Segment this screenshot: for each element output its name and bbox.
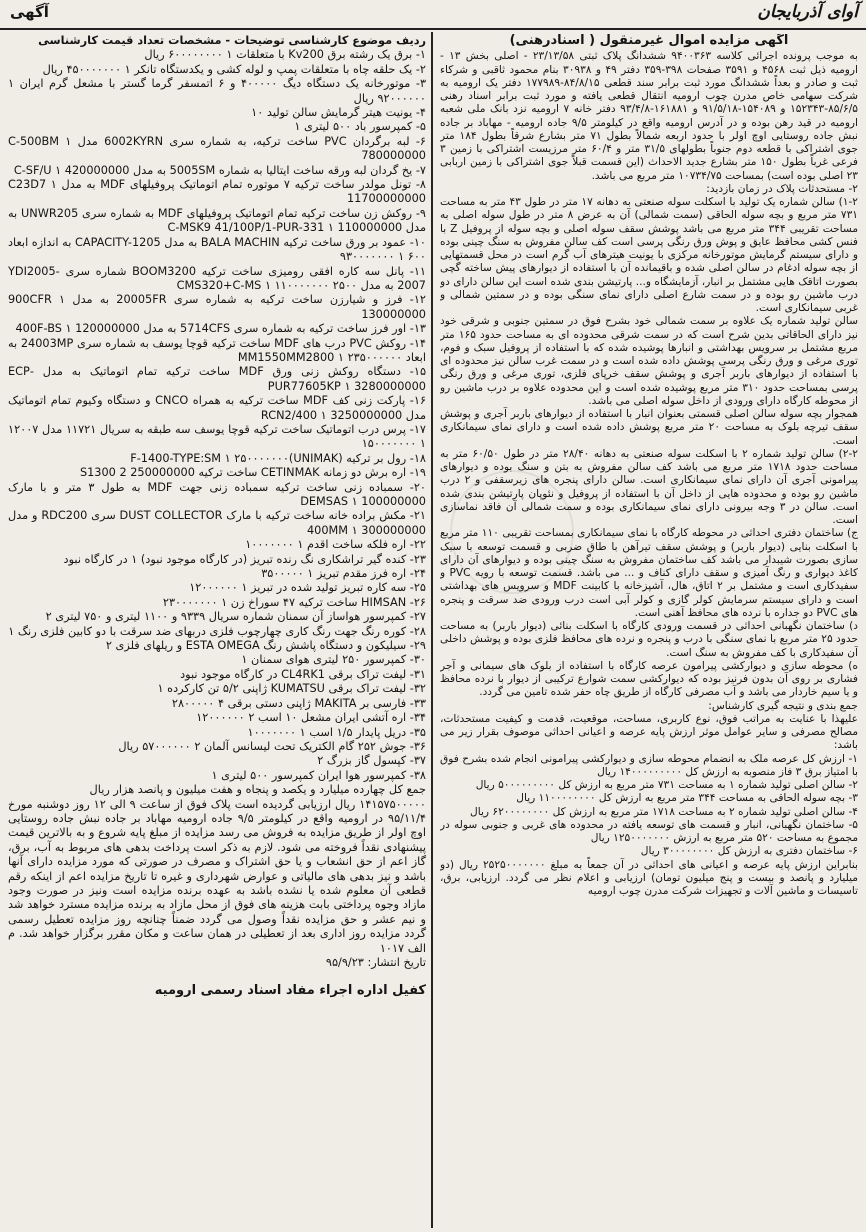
auction-terms-paragraph: جمع کل چهارده میلیارد و یکصد و پنجاه و هفت میلیون و پانصد هزار ریال bbox=[89, 783, 426, 797]
equipment-item: ۳۸- کمپرسور هوا ایران کمپرسور ۵۰۰ لیتری ۱ bbox=[211, 768, 426, 782]
equipment-item: ۷- یخ گردان لبه ورقه ساخت ایتالیا به شماره 5005SM به مدل C-SF/U ۱ 420000000 bbox=[13, 163, 426, 177]
equipment-item: ۱- برق یک رشته برق Kv200 با متعلقات ۱ ۶۰۰۰۰۰۰۰۰ ریال bbox=[144, 48, 426, 62]
equipment-list-heading: ردیف موضوع کارشناسی توضیحات - مشخصات تعداد قیمت کارشناسی bbox=[38, 34, 426, 47]
equipment-item: ۱۰- عمود بر ورق ساخت ترکیه BALA MACHIN به مدل CAPACITY-1205 به اندازه ابعاد ۶۰۰ ۱ ۹۳۰۰۰۰۰۰۰ bbox=[8, 235, 426, 264]
auction-terms-paragraph: ۱۴۱۵۷۵۰۰۰۰۰ ریال ارزیابی گردیده است پلاک فوق از ساعت ۹ الی ۱۲ روز دوشنبه مورخ ۹۵/۱۱/۴ در ارومیه واقع در کیلومتر ۹/۵ جاده ارومیه مهاباد بر جاده نبش جاده روستایی اوچ اولر از طریق مزایده به فروش می رسد مزایده از مبلغ پایه شروع و به بالاترین قیمت پیشنهادی نقداً فروخته می شود. لازم به ذکر است پرداخت بدهی های مربوط به آب، برق، گاز اعم از حق انشعاب و یا حق اشتراک و مصرف در صورتی که مورد مزایده دارای آنها باشد و نیز بدهی های مالیاتی و عوارض شهرداری و غیره تا تاریخ مزایده اعم از اینکه رقم قطعی آن معلوم شده یا نشده باشد به عهده برنده مزایده است ونیز در صورت وجود مازاد وجوه پرداختی بابت هزینه های فوق از محل مازاد به برنده مزایده مسترد خواهد شد و نیم عشر و حق مزایده نقداً وصول می گردد ضمناً چنانچه روز مزایده تعطیل رسمی گردد مزایده روز اداری بعد از تعطیلی در همان ساعت و مکان مقرر برگزار خواهد شد. م الف ۱۰۱۷ bbox=[8, 797, 426, 955]
equipment-item: ۳۷- کپسول گاز بزرگ ۲ bbox=[317, 754, 426, 768]
equipment-item: ۲۳- کنده گیر تراشکاری نگ رنده تبریز (در کارگاه موجود نبود) ۱ در کارگاه نبود bbox=[63, 552, 426, 566]
equipment-item: ۹- روکش زن ساخت ترکیه تمام اتوماتیک پروفیلهای MDF به شماره سری UNWR205 به مدل C-MSK9 41/100P/1-PUR-331 ۱ 110000000 bbox=[8, 206, 426, 235]
auction-terms bbox=[8, 783, 426, 970]
equipment-item: ۱۱- پانل سه کاره افقی رومیزی ساخت ترکیه BOOM3200 شماره سری YDI2005- 2007 به مدل CMS320+C-MS ۱ ۱۱۰۰۰۰۰۰۰ ۲۵۰۰ bbox=[8, 264, 426, 292]
newspaper-header bbox=[0, 0, 866, 30]
equipment-item: ۸- تونل مولدر ساخت ترکیه ۷ موتوره تمام اتوماتیک پروفیلهای MDF به مدل C23D7 ۱ 11700000000 bbox=[8, 178, 426, 206]
equipment-item: ۱۳- اور فرز ساخت ترکیه به شماره سری 5714CFS به مدل 400F-BS ۱ 120000000 bbox=[15, 322, 426, 336]
notice-paragraph: همجوار بچه سوله سالن اصلی قسمتی بعنوان انبار با استفاده از دیوارهای باربر آجری و پوشش سقف تیرچه بلوک به مساحت ۲۰ متر مربع پوشش داده شده است و دارای نمای سیمانکاری است. bbox=[440, 408, 858, 447]
equipment-item: ۲۸- کوره رنگ جهت رنگ کاری چهارچوب فلزی دربهای ضد سرقت با دو کابین فلزی رنگ ۱ bbox=[8, 624, 426, 638]
equipment-item: ۲۲- اره فلکه ساخت اقدم ۱ ۱۰۰۰۰۰۰۰ bbox=[245, 538, 426, 552]
notice-paragraph: ۱-۲) سالن شماره یک تولید با اسکلت سوله صنعتی به دهانه ۱۷ متر در طول ۴۳ متر به مساحت ۷۳۱ متر مربع و بچه سوله الحاقی (سمت شمالی) آن به عرض ۸ متر در طول سوله اصلی به مساحت تقریبی ۳۴۴ متر مربع می باشد پوشش سقف سوله اصلی و بچه سوله از پروفیل Z با فنس کشی محافظ عایق و پوش ورق رنگی پرسی است کف سالن مفروش به سنگ چینی بوده و دارای سیستم گرمایش موتورخانه مرکزی با یونیت هیترهای آب گرم است در محل قسمتهایی از بچه سوله ادغام در سالن اصلی شده و باقیمانده آن با استفاده از دیوارهای پیش ساخته گچی بصورت اتاقک هایی مشتمل بر انبار، آزمایشگاه و... پارتیشن بندی شده است این سالن دارای دو درب ماشین رو بوده و در سمت شارع اصلی دارای نمای سنگی بوده و در سمتین شمالی و غربی سیمانکاری است. bbox=[440, 196, 858, 314]
notice-paragraph: علیهذا با عنایت به مراتب فوق، نوع کاربری، مساحت، موقعیت، قدمت و کیفیت مستحدثات، مصالح مصرفی و سایر عوامل موثر ارزش پایه عرصه و اعیانی احداثی موصوف بقرار زیر می باشد: bbox=[440, 712, 858, 752]
notice-paragraph: به موجب پرونده اجرائی کلاسه ۹۴۰۰۳۶۳ ششدانگ پلاک ثبتی ۲۳/۱۳/۵۸ - اصلی بخش ۱۳ - ارومیه ذیل ثبت ۴۵۶۸ و ۳۵۹۱ صفحات ۳۹۸-۳۵۹ دفتر ۴۹ و ۳۰۹۳۸ بنام محمود ثاقبی و شرکاء ثبت و صادر و بعداً ششدانگ مورد ثبت برابر سند قطعی ۸۴/۸/۱۵-۱۷۷۹۸۹ دفتر یک ارومیه به شرکت سهامی خاص مدرن چوب ارومیه انتقال قطعی یافته و مورد ثبت برابر اسناد رهنی ۸۵/۶/۵-۱۵۲۳۴۳ و ۱۵۴۰۸۹-۹۱/۵/۱۸ و ۱۶۱۸۸۱-۹۳/۴/۸ دفتر خانه ۷ ارومیه نزد بانک ملی شعبه ارومیه در قید رهن بوده و در آدرس ارومیه واقع در کیلومتر ۹/۵ جاده ارومیه - مهاباد بر جاده نبش جاده روستایی اوچ اولر با حدود اربعه شمالاً بطول ۷۱ متر بشارع شرقاً بطول ۱۸۴ متر جوی اشتراکی با قطعه دوم جنوباً بطولهای ۳۱/۵ متر و ۶۰/۴ متر مرزیست اشتراکی با زمین ۳ فرعی غرباً بطول ۱۵۰ متر بشارع جدید الاحداث (این قسمت قبلاً جوی اشتراکی با زمین اربابی ۲۳ اصلی بوده است) بمساحت ۱۰۷۳۴/۷۵ متر مربع می باشد. bbox=[440, 50, 858, 182]
equipment-item: ۲۶- HIMSAN ساخت ترکیه ۴۷ سوراخ زن ۱ ۲۳۰۰۰۰۰۰۰ bbox=[162, 595, 426, 609]
equipment-list-column bbox=[8, 34, 426, 1228]
equipment-item: ۳۰- کمپرسور ۲۵۰ لیتری هوای سمنان ۱ bbox=[241, 653, 426, 667]
notice-body bbox=[440, 50, 858, 898]
equipment-item: ۶- لبه برگردان PVC ساخت ترکیه، به شماره سری 6002KYRN مدل C-500BM ۱ 780000000 bbox=[8, 134, 426, 163]
notice-paragraph: ۳- بچه سوله الحاقی به مساحت ۳۴۴ متر مربع به ارزش کل ۱۱۰۰۰۰۰۰۰۰ ریال bbox=[516, 792, 858, 805]
notice-paragraph: ۲-۲) سالن تولید شماره ۲ با اسکلت سوله صنعتی به دهانه ۲۸/۴۰ متر در طول ۶۰/۵۰ متر به مساحت حدود ۱۷۱۸ متر مربع می باشد کف سالن مفروش به بتن و سنگ بوده و دیوارهای پیرامونی آجری آن دارای نمای سیمانکاری است. سالن دارای پنجره های زیرسقفی و ۲ درب ماشین رو بوده و محدوده هایی از داخل آن با استفاده از پروفیل و نئوپان پارتیشن بندی شده است. سالن در ۳ وجه بیرونی دارای نمای سیمانکاری بوده و سمت شمالی آن فاقد نماسازی است. bbox=[440, 447, 858, 526]
notice-paragraph: سالن تولید شماره یک علاوه بر سمت شمالی خود بشرح فوق در سمتین جنوبی و شرقی خود نیز دارای الحاقاتی بدین شرح است که در سمت شرقی محدوده ای به مساحت حدود ۱۶۵ متر مربع مشتمل بر سرویس بهداشتی و انبارها پوشیده شده که با استفاده از پروفیل سبک و فوم، توری مرغی و ورق رنگی پرسی پوشش داده شده است و در سمت غرب سالن نیز محدوده ای با استفاده از دیوارهای باربر آجری و پوشش سقف خرپای فلزی، توری مرغی و ورق رنگی پرسی بمساحت حدود ۳۱۰ متر مربع پوشیده شده است و این محدوده علاوه بر درب ماشین رو از محوطه کارگاه دارای ورودی از داخل سوله اصلی می باشد. bbox=[440, 315, 858, 407]
equipment-item: ۴- یونیت هیتر گرمایش سالن تولید ۱۰ bbox=[251, 106, 426, 120]
equipment-item: ۳۱- لیفت تراک برقی CL4RK1 در کارگاه موجود نبود bbox=[180, 667, 426, 681]
equipment-item: ۵- کمپرسور باد ۵۰۰ لیتری ۱ bbox=[294, 120, 426, 134]
notice-paragraph: ج) ساختمان دفتری احداثی در محوطه کارگاه با نمای سیمانکاری بمساحت تقریبی ۱۱۰ متر مربع با اسکلت بنایی (دیوار باربر) و پوشش سقف تیرآهن با طاق ضربی و قسمت توسعه با سبک سازی بصورت شیبدار می باشد کف ساختمان مفروش به سنگ چینی بوده و دیوارهای آن دارای کاغذ دیواری و رنگ آمیزی و سقف دارای کناف و ... می باشد. قسمت توسعه با رویه PVC و سفیدکاری است و مشتمل بر ۲ اتاق، هال، آشپزخانه با کابینت MDF و سرویس های بهداشتی است و دارای سیستم سرمایش کولر گازی و کولر آبی است درب ورودی ضد سرقت و پنجره های PVC دو جداره با نرده های محافظ آهنی است. bbox=[440, 527, 858, 619]
notice-title: آگهی مزایده اموال غیرمنقول ( اسنادرهنی) bbox=[509, 34, 789, 48]
notice-paragraph: ۵- ساختمان نگهبانی، انبار و قسمت های توسعه یافته در محدوده های غربی و جنوبی سوله در مجموع به مساحت ۵۲۰ متر مربع به ارزش ۱۲۵۰۰۰۰۰۰۰ ریال bbox=[440, 818, 858, 844]
equipment-item: ۲۹- سیلیکون و دستگاه پاشش رنگ ESTA OMEGA و ریلهای فلزی ۲ bbox=[105, 639, 426, 653]
equipment-item: ۱۴- روکش PVC درب های MDF ساخت ترکیه قوچا یوسف به شماره سری 24003MP به ابعاد MM1550MM2800 ۱ ۲۳۵۰۰۰۰۰۰ bbox=[8, 336, 426, 364]
equipment-item: ۳- موتورخانه یک دستگاه دیگ ۴۰۰۰۰۰ و ۶ اتمسفر گرما گستر با مشعل گرم ایران ۱ ۹۲۰۰۰۰۰۰ ریال bbox=[8, 77, 426, 105]
equipment-item: ۲۵- سه کاره تبریز تولید شده در تبریز ۱ ۱۲۰۰۰۰۰۰ bbox=[189, 581, 426, 595]
equipment-item: ۱۸- رول بر ترکیه (UNIMAK)F-1400-TYPE:SM ۱ ۲۵۰۰۰۰۰۰۰ bbox=[130, 451, 426, 465]
equipment-item: ۱۵- دستگاه روکش زنی ورق MDF ساخت ترکیه تمام اتوماتیک به مدل -ECP PUR77605KP ۱ 3280000000 bbox=[8, 365, 426, 393]
equipment-item: ۲۱- مکش براده خانه ساخت ترکیه با مارک DUST COLLECTOR سری RDC200 و مدل 400MM ۱ 300000000 bbox=[8, 509, 426, 537]
equipment-item: ۳۵- دریل پایدار ۱/۵ اسب ۱ ۱۰۰۰۰۰۰۰ bbox=[247, 725, 426, 739]
equipment-item: ۲- یک حلقه چاه با متعلقات پمپ و لوله کشی و یکدستگاه تانکر ۱ ۴۵۰۰۰۰۰۰۰ ریال bbox=[42, 62, 426, 76]
page-section-label: آگهی bbox=[10, 3, 49, 21]
newspaper-brand: آوای آذربایجان bbox=[757, 2, 858, 22]
notice-paragraph: د) ساختمان نگهبانی احداثی در قسمت ورودی کارگاه با اسکلت بنائی (دیوار باربر) به مساحت حدود ۲۵ متر مربع با نمای سنگی با درب و پنجره و نرده های محافظ فلزی بوده و پوشش داخلی آن سفیدکاری با کف مفروش به سنگ است. bbox=[440, 620, 858, 659]
notice-paragraph: جمع بندی و نتیجه گیری کارشناس: bbox=[708, 699, 858, 712]
equipment-item: ۱۲- فرز و شیارزن ساخت ترکیه به شماره سری 20005FR به مدل 900CFR ۱ 130000000 bbox=[8, 293, 426, 321]
notice-paragraph: ۶- ساختمان دفتری به ارزش کل ۳۰۰۰۰۰۰۰۰ ریال bbox=[640, 845, 858, 858]
auction-terms-paragraph: تاریخ انتشار: ۹۵/۹/۲۳ bbox=[325, 956, 426, 969]
notice-paragraph: بنابراین ارزش پایه عرصه و اعیانی های احداثی در آن جمعاً به مبلغ ۲۵۲۵۰۰۰۰۰۰۰ ریال (دو میلیارد و پانصد و بیست و پنج میلیون تومان) ارزیابی و اعلام نظر می گردد. ارزیابی، برق، تاسیسات و ماشین آلات و تجهیزات شرکت مدرن چوب ارومیه bbox=[440, 858, 858, 897]
equipment-item: ۱۷- پرس درب اتوماتیک ساخت ترکیه قوچا یوسف سه طبقه به سریال ۱۱۷۲۱ مدل ۱۲۰۰۷ ۱ ۱۵۰۰۰۰۰۰۰ bbox=[8, 422, 426, 451]
notice-paragraph: ۱- ارزش کل عرصه ملک به انضمام محوطه سازی و دیوارکشی پیرامونی انجام شده بشرح فوق با امتیاز برق ۳ فاز منصوبه به ارزش کل ۱۴۰۰۰۰۰۰۰۰۰ ریال bbox=[440, 752, 858, 778]
equipment-list bbox=[8, 48, 426, 783]
equipment-item: ۱۹- اره برش دو زمانه CETINMAK ساخت ترکیه 250000000 S1300 2 bbox=[79, 466, 426, 480]
column-divider bbox=[431, 32, 433, 1228]
equipment-item: ۳۲- لیفت تراک برقی KUMATSU ژاپنی ۵/۲ تن کارکرده ۱ bbox=[157, 682, 426, 696]
equipment-item: ۲۴- اره فرز مقدم تبریز ۱ ۳۵۰۰۰۰۰ bbox=[261, 567, 426, 581]
equipment-item: ۱۶- پارکت زنی کف MDF ساخت ترکیه به همراه CNCO و دستگاه وکیوم تمام اتوماتیک مدل RCN2/400 ۱ 3250000000 bbox=[8, 394, 426, 422]
equipment-item: ۲۷- کمپرسور هواساز آن سمنان شماره سریال ۹۳۳۹ و ۱۱۰۰ لیتری و ۷۵۰ لیتری ۲ bbox=[45, 610, 426, 624]
equipment-item: ۲۰- سمباده زنی ساخت ترکیه سمباده زنی جهت MDF به طول ۳ متر و با مارک DEMSAS ۱ 100000000 bbox=[8, 480, 426, 508]
equipment-item: ۳۳- فارسی بر MAKITA ژاپنی دستی برقی ۴ ۲۸۰۰۰۰۰ bbox=[171, 696, 426, 710]
notice-paragraph: ۲- سالن اصلی تولید شماره ۱ به مساحت ۷۳۱ متر مربع به ارزش کل ۵۰۰۰۰۰۰۰۰۰ ریال bbox=[475, 779, 858, 791]
notice-paragraph: ۴- سالن اصلی تولید شماره ۲ به مساحت ۱۷۱۸ متر مربع به ارزش کل ۶۲۰۰۰۰۰۰۰۰ ریال bbox=[470, 805, 858, 818]
equipment-item: ۳۶- جوش ۲۵۲ گام الکتریک تحت لیسانس آلمان ۲ ۵۷۰۰۰۰۰۰ ریال bbox=[118, 739, 426, 753]
equipment-item: ۳۴- اره آتشی ایران مشعل ۱۰ اسب ۲ ۱۲۰۰۰۰۰۰ bbox=[196, 711, 426, 725]
notice-paragraph: ه) محوطه سازی و دیوارکشی پیرامون عرصه کارگاه با استفاده از بلوک های سیمانی و آجر فشاری بر روی آن بدون فرنیز بوده که دیوارکشی سمت شوارع ترکیبی از دیوار با نرده محافظ و یا سیم خاردار می باشد و آب مصرفی کارگاه از طریق چاه حفر شده تامین می گردد. bbox=[440, 659, 858, 699]
auction-notice-column bbox=[440, 34, 858, 1228]
issuer-signature: کفیل اداره اجراء مفاد اسناد رسمی ارومیه bbox=[154, 983, 426, 999]
notice-paragraph: ۲- مستحدثات پلاک در زمان بازدید: bbox=[706, 182, 858, 195]
